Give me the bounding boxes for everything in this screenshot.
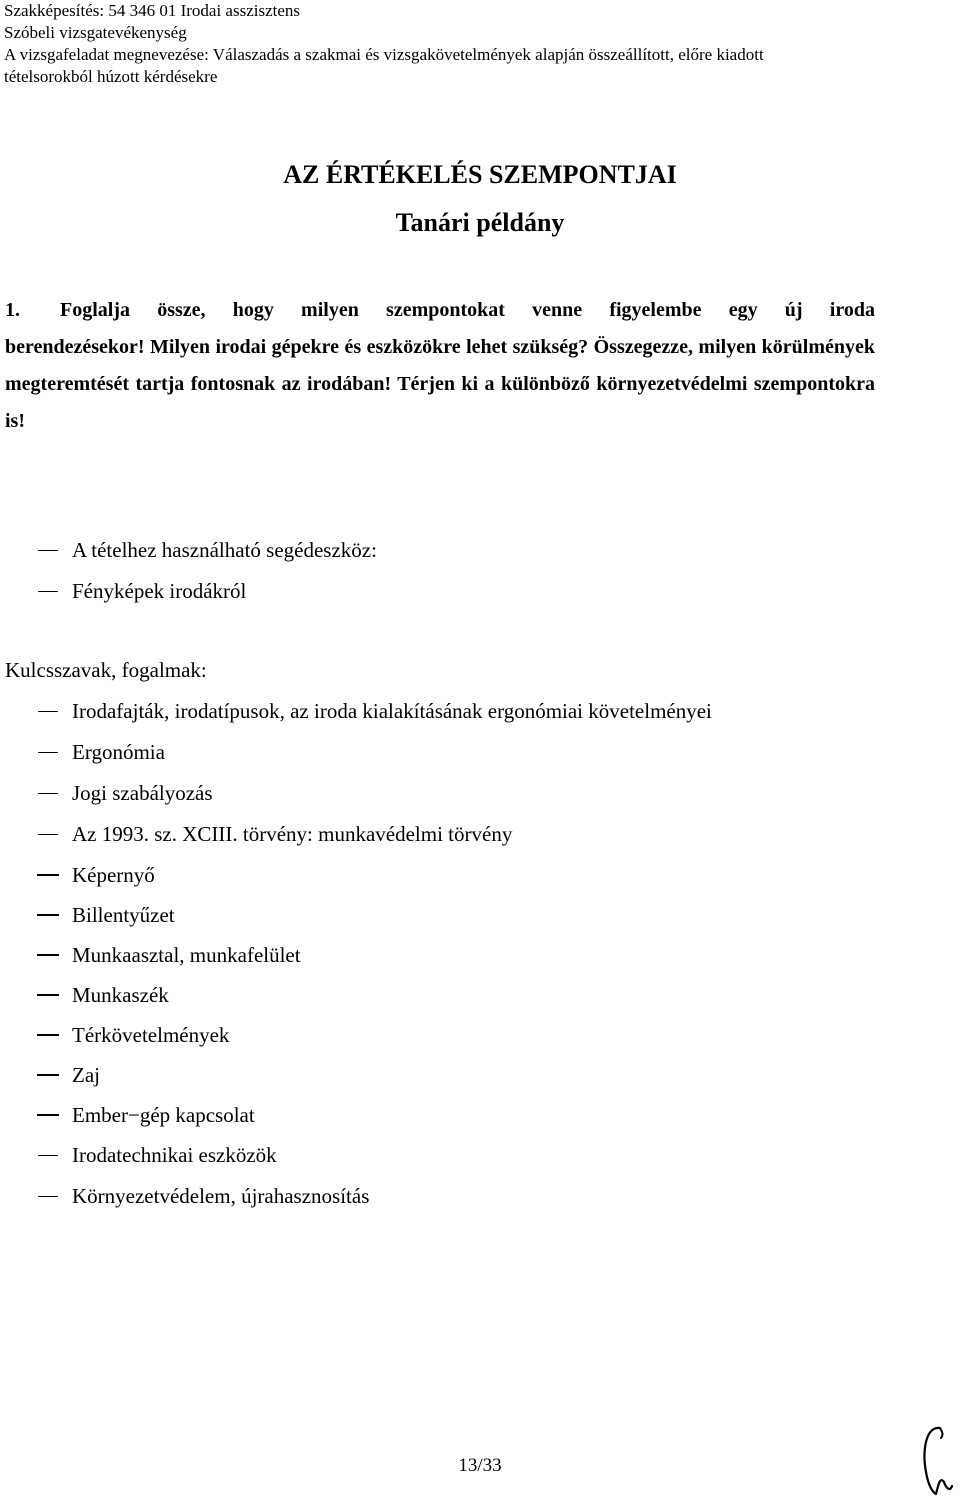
- keywords-list: [0, 691, 960, 855]
- keyword-item-label: Környezetvédelem, újrahasznosítás: [72, 1184, 370, 1208]
- question-first-line: [5, 292, 875, 329]
- header-task-name-cont: tételsorokból húzott kérdésekre: [4, 67, 218, 86]
- keyword-item-label: Irodatechnikai eszközök: [72, 1143, 277, 1167]
- header-qualification: Szakképesítés: 54 346 01 Irodai asszisztens: [4, 1, 301, 20]
- list-item: [0, 530, 960, 571]
- dash-bullet-icon: [37, 1074, 59, 1076]
- dash-bullet-icon: [37, 954, 59, 956]
- document-header: [4, 0, 954, 88]
- keyword-item-label: Térkövetelmények: [72, 1023, 230, 1047]
- keyword-item-label: Munkaszék: [72, 983, 169, 1007]
- tools-item-label: Fényképek irodákról: [72, 579, 247, 603]
- list-item: [0, 1176, 960, 1217]
- dash-bullet-icon: [38, 1155, 58, 1156]
- list-item: [0, 935, 960, 975]
- dash-bullet-icon: [37, 1034, 59, 1036]
- page-title: AZ ÉRTÉKELÉS SZEMPONTJAI: [283, 160, 677, 189]
- list-item: [0, 732, 960, 773]
- keyword-item-label: Munkaasztal, munkafelület: [72, 943, 301, 967]
- page-subtitle: Tanári példány: [395, 208, 565, 237]
- dash-bullet-icon: [38, 793, 58, 794]
- question-block: [5, 292, 875, 440]
- tools-item-label: A tételhez használható segédeszköz:: [72, 538, 377, 562]
- keyword-item-label: Jogi szabályozás: [72, 781, 213, 805]
- keywords-heading: Kulcsszavak, fogalmak:: [5, 658, 207, 682]
- tools-list: [0, 530, 960, 612]
- list-item: [0, 975, 960, 1015]
- dash-bullet-icon: [38, 752, 58, 753]
- dash-bullet-icon: [38, 591, 58, 592]
- dash-bullet-icon: [38, 1196, 58, 1197]
- dash-bullet-icon: [38, 834, 58, 835]
- list-item: [0, 1015, 960, 1055]
- list-item: [0, 773, 960, 814]
- question-rest: berendezésekor! Milyen irodai gépekre és eszközökre lehet szükség? Összegezze, milyen körülmények megteremtését tartja fontosnak az irodában! Térjen ki a különböző környezetvédelmi szempontokra is!: [5, 336, 875, 432]
- keyword-item-label: Ergonómia: [72, 740, 165, 764]
- keywords-list-bold: [0, 855, 960, 1135]
- dash-bullet-icon: [37, 994, 59, 996]
- list-item: [0, 1055, 960, 1095]
- question-number: 1.: [5, 299, 20, 321]
- dash-bullet-icon: [37, 914, 59, 916]
- list-item: [0, 571, 960, 612]
- signature-mark: [918, 1420, 956, 1500]
- page-number: 13/33: [458, 1455, 502, 1476]
- dash-bullet-icon: [38, 550, 58, 551]
- list-item: [0, 895, 960, 935]
- keyword-item-label: Billentyűzet: [72, 903, 175, 927]
- keyword-item-label: Az 1993. sz. XCIII. törvény: munkavédelmi törvény: [72, 822, 513, 846]
- keyword-item-label: Képernyő: [72, 863, 155, 887]
- keyword-item-label: Ember−gép kapcsolat: [72, 1103, 255, 1127]
- dash-bullet-icon: [37, 1114, 59, 1116]
- list-item: [0, 855, 960, 895]
- header-activity: Szóbeli vizsgatevékenység: [4, 23, 187, 42]
- list-item: [0, 1095, 960, 1135]
- list-item: [0, 1135, 960, 1176]
- keyword-item-label: Zaj: [72, 1063, 100, 1087]
- question-line1: Foglalja össze, hogy milyen szempontokat venne figyelembe egy új iroda: [60, 299, 875, 321]
- header-task-name: A vizsgafeladat megnevezése: Válaszadás a szakmai és vizsgakövetelmények alapján összeállított, előre kiadott: [4, 45, 764, 64]
- keyword-item-label: Irodafajták, irodatípusok, az iroda kialakításának ergonómiai követelményei: [72, 699, 712, 723]
- dash-bullet-icon: [37, 874, 59, 876]
- dash-bullet-icon: [38, 711, 58, 712]
- keywords-list-end: [0, 1135, 960, 1217]
- list-item: [0, 814, 960, 855]
- list-item: [0, 691, 960, 732]
